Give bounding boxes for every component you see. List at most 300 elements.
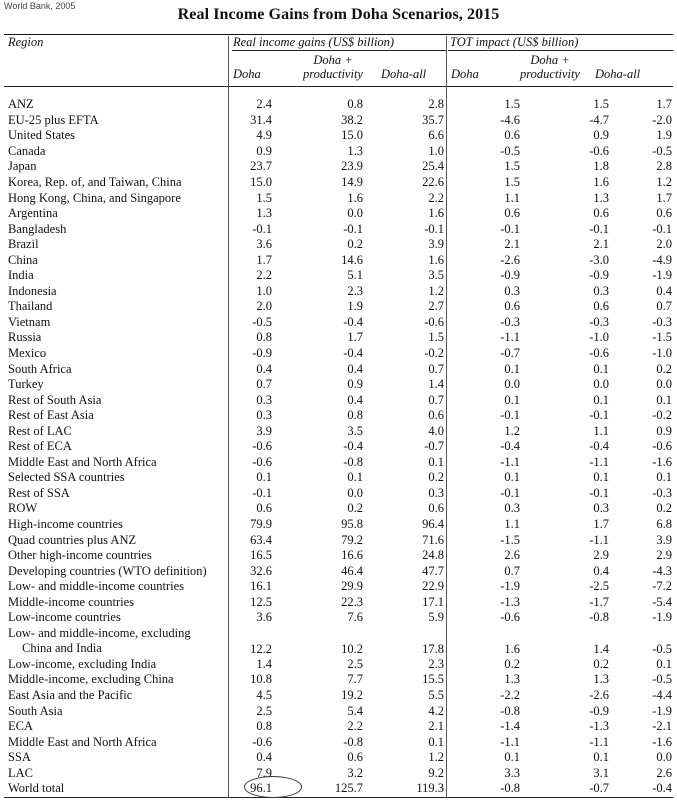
value-cell: -4.4 [652, 687, 672, 702]
value-cell: 0.4 [347, 361, 363, 376]
region-cell: Brazil [8, 237, 39, 252]
value-cell: -1.1 [500, 454, 520, 469]
column-gap [444, 455, 482, 471]
value-cell: 2.6 [656, 765, 672, 780]
value-cell: 0.1 [504, 470, 520, 485]
value-cell: -1.5 [500, 532, 520, 547]
column-gap [444, 408, 482, 424]
column-gap [444, 548, 482, 564]
value-cell: 15.0 [341, 128, 363, 143]
region-cell: Rest of LAC [8, 423, 72, 438]
value-cell: 0.6 [593, 299, 609, 314]
region-cell: High-income countries [8, 517, 123, 532]
value-cell: -0.4 [652, 781, 672, 796]
value-cell: 2.4 [256, 97, 272, 112]
value-cell: 0.8 [347, 408, 363, 423]
value-cell: 1.6 [428, 252, 444, 267]
region-cell: Indonesia [8, 283, 57, 298]
value-cell: 0.6 [428, 501, 444, 516]
region-cell: World total [8, 781, 65, 796]
value-cell: 1.0 [256, 283, 272, 298]
region-cell: Canada [8, 143, 46, 158]
value-cell: 1.4 [256, 656, 272, 671]
value-cell: -0.8 [343, 454, 363, 469]
value-cell: 19.2 [341, 687, 363, 702]
column-gap [444, 610, 482, 626]
value-cell: 24.8 [422, 548, 444, 563]
value-cell: 35.7 [422, 112, 444, 127]
value-cell: 1.7 [256, 252, 272, 267]
value-cell: -0.2 [424, 346, 444, 361]
column-gap [444, 175, 482, 191]
value-cell: -0.1 [500, 485, 520, 500]
value-cell: -0.1 [652, 221, 672, 236]
value-cell: 79.9 [250, 517, 272, 532]
region-cell: Developing countries (WTO definition) [8, 563, 207, 578]
value-cell: 0.0 [656, 750, 672, 765]
value-cell: 10.8 [250, 672, 272, 687]
value-cell: 5.4 [347, 703, 363, 718]
table-row [0, 595, 672, 611]
value-cell: -0.5 [652, 143, 672, 158]
region-cell: Middle East and North Africa [8, 454, 157, 469]
value-cell: 1.6 [428, 206, 444, 221]
value-cell: 6.8 [656, 517, 672, 532]
data-table [0, 97, 672, 797]
value-cell: -1.1 [589, 734, 609, 749]
value-cell: 3.6 [256, 237, 272, 252]
region-cell: SSA [8, 750, 31, 765]
value-cell: 4.2 [428, 703, 444, 718]
value-cell: 1.5 [504, 175, 520, 189]
column-gap [444, 688, 482, 704]
column-gap [444, 703, 482, 719]
table-row [0, 657, 672, 673]
value-cell: 32.6 [250, 563, 272, 578]
table-row [0, 579, 672, 595]
value-cell: 0.9 [593, 128, 609, 143]
value-cell: -2.6 [500, 252, 520, 267]
column-gap [444, 221, 482, 237]
source-note: World Bank, 2005 [4, 1, 76, 11]
value-cell: 3.5 [428, 268, 444, 283]
value-cell: 0.3 [256, 392, 272, 407]
value-cell: 1.0 [428, 143, 444, 158]
column-gap [444, 315, 482, 331]
value-cell: 71.6 [422, 532, 444, 547]
table-row [0, 517, 672, 533]
value-cell: 12.2 [250, 641, 272, 656]
value-cell: 0.6 [347, 750, 363, 765]
value-cell: 2.2 [256, 268, 272, 283]
table-row [0, 470, 672, 486]
value-cell: 2.1 [593, 237, 609, 252]
value-cell: -2.6 [589, 687, 609, 702]
value-cell: 0.6 [504, 206, 520, 221]
value-cell: -0.4 [343, 346, 363, 361]
region-cell: EU-25 plus EFTA [8, 112, 99, 127]
value-cell: 1.4 [593, 641, 609, 656]
value-cell: 0.2 [504, 656, 520, 671]
value-cell: 0.9 [256, 143, 272, 158]
value-cell: 0.1 [593, 361, 609, 376]
value-cell: 0.1 [428, 454, 444, 469]
value-cell: 46.4 [341, 563, 363, 578]
region-cell: ECA [8, 719, 33, 734]
value-cell: -1.0 [589, 330, 609, 345]
value-cell: -0.5 [652, 641, 672, 656]
value-cell: -0.2 [652, 408, 672, 423]
value-cell: 0.6 [656, 206, 672, 221]
value-cell: 0.3 [593, 283, 609, 298]
table-row [0, 190, 672, 206]
value-cell: -0.1 [252, 221, 272, 236]
value-cell: -1.6 [652, 454, 672, 469]
value-cell: 16.5 [250, 548, 272, 563]
value-cell: 1.2 [428, 750, 444, 765]
subheader-tot-doha: Doha [451, 67, 479, 81]
table-row [0, 128, 672, 144]
column-gap [444, 159, 482, 175]
value-cell: -0.8 [589, 610, 609, 625]
value-cell: -0.1 [343, 221, 363, 236]
column-gap [444, 719, 482, 735]
value-cell: 0.0 [347, 485, 363, 500]
value-cell: 2.9 [656, 548, 672, 563]
value-cell: 0.1 [593, 392, 609, 407]
column-gap [444, 128, 482, 144]
value-cell: -1.3 [500, 594, 520, 609]
table-row [0, 734, 672, 750]
value-cell: 0.7 [428, 392, 444, 407]
value-cell: -0.6 [652, 439, 672, 454]
value-cell: 0.3 [593, 501, 609, 516]
value-cell: 0.7 [428, 361, 444, 376]
column-gap [444, 657, 482, 673]
group1-rule [232, 50, 446, 51]
value-cell: -4.7 [589, 112, 609, 127]
value-cell: 15.5 [422, 672, 444, 687]
region-cell: China [8, 252, 38, 267]
value-cell: 1.1 [593, 423, 609, 438]
value-cell: 0.1 [593, 470, 609, 485]
value-cell: -4.6 [500, 112, 520, 127]
value-cell: 0.6 [256, 501, 272, 516]
table-row [0, 750, 672, 766]
value-cell: 2.2 [347, 719, 363, 734]
header-real-income-gains: Real income gains (US$ billion) [233, 35, 395, 49]
value-cell: 1.2 [428, 283, 444, 298]
value-cell: -1.9 [500, 579, 520, 594]
value-cell: -2.5 [589, 579, 609, 594]
value-cell: -0.7 [589, 781, 609, 796]
region-cell: Rest of South Asia [8, 392, 102, 407]
value-cell: -0.4 [343, 439, 363, 454]
value-cell: 2.9 [593, 548, 609, 563]
value-cell: 9.2 [428, 765, 444, 780]
subheader-tot-doha-productivity: Doha + productivity [520, 53, 580, 81]
table-row [0, 781, 672, 797]
value-cell: -1.6 [652, 734, 672, 749]
region-cell: Bangladesh [8, 221, 67, 236]
value-cell: 0.0 [504, 377, 520, 392]
column-gap [444, 579, 482, 595]
value-cell: 22.9 [422, 579, 444, 594]
value-cell: 2.1 [428, 719, 444, 734]
region-cell: ANZ [8, 97, 34, 112]
value-cell: 2.5 [256, 703, 272, 718]
region-cell: Selected SSA countries [8, 470, 125, 485]
region-cell: ROW [8, 501, 38, 516]
value-cell: -0.8 [343, 734, 363, 749]
value-cell: -1.7 [589, 594, 609, 609]
value-cell: 0.6 [428, 408, 444, 423]
value-cell: 1.9 [347, 299, 363, 314]
value-cell: -1.3 [589, 719, 609, 734]
value-cell: -0.8 [500, 781, 520, 796]
value-cell: -0.6 [589, 346, 609, 361]
value-cell: -0.1 [589, 221, 609, 236]
value-cell: 15.0 [250, 175, 272, 189]
column-gap [444, 237, 482, 253]
table-row [0, 97, 672, 113]
table-row [0, 175, 672, 191]
value-cell: 96.1 [250, 781, 272, 796]
column-gap [444, 563, 482, 579]
value-cell: -0.3 [652, 485, 672, 500]
region-cell: Russia [8, 330, 42, 345]
column-gap [444, 268, 482, 284]
value-cell: 63.4 [250, 532, 272, 547]
value-cell: 17.8 [422, 641, 444, 656]
value-cell: 1.6 [347, 190, 363, 205]
value-cell: 125.7 [334, 781, 363, 796]
value-cell: 5.5 [428, 687, 444, 702]
value-cell: 22.3 [341, 594, 363, 609]
value-cell: 2.8 [656, 159, 672, 174]
value-cell: 0.8 [347, 97, 363, 112]
value-cell: 7.6 [347, 610, 363, 625]
value-cell: 2.7 [428, 299, 444, 314]
value-cell: -0.1 [589, 408, 609, 423]
region-cell: Rest of SSA [8, 485, 70, 500]
value-cell: 0.8 [256, 719, 272, 734]
table-row [0, 252, 672, 268]
region-cell: South Asia [8, 703, 63, 718]
value-cell: 1.5 [593, 97, 609, 112]
value-cell: 0.1 [593, 750, 609, 765]
column-gap [444, 299, 482, 315]
value-cell: 16.1 [250, 579, 272, 594]
table-row [0, 284, 672, 300]
value-cell: 0.8 [256, 330, 272, 345]
value-cell: -0.3 [500, 314, 520, 329]
value-cell: 1.3 [347, 143, 363, 158]
value-cell: -1.5 [652, 330, 672, 345]
value-cell: -1.1 [500, 330, 520, 345]
column-gap [444, 190, 482, 206]
value-cell: -0.1 [589, 485, 609, 500]
value-cell: 1.3 [256, 206, 272, 221]
value-cell: 1.7 [593, 517, 609, 532]
region-cell: Low-income countries [8, 610, 121, 625]
value-cell: 1.4 [428, 377, 444, 392]
region-cell: Thailand [8, 299, 53, 314]
column-gap [444, 97, 482, 113]
value-cell: -1.9 [652, 268, 672, 283]
value-cell: 1.5 [504, 159, 520, 174]
value-cell: 10.2 [341, 641, 363, 656]
value-cell: -0.6 [252, 734, 272, 749]
value-cell: -0.4 [500, 439, 520, 454]
table-row [0, 548, 672, 564]
column-gap [444, 501, 482, 517]
value-cell: 0.1 [656, 656, 672, 671]
value-cell: 0.2 [656, 361, 672, 376]
value-cell: 0.4 [256, 750, 272, 765]
value-cell: 1.7 [656, 97, 672, 112]
value-cell: 4.5 [256, 687, 272, 702]
value-cell: -0.6 [252, 454, 272, 469]
value-cell: 14.9 [341, 175, 363, 189]
value-cell: -0.9 [500, 268, 520, 283]
table-row [0, 501, 672, 517]
value-cell: 3.9 [428, 237, 444, 252]
region-cell: LAC [8, 765, 33, 780]
value-cell: 0.4 [256, 361, 272, 376]
value-cell: 0.3 [256, 408, 272, 423]
value-cell: 0.9 [347, 377, 363, 392]
table-row [0, 610, 672, 626]
value-cell: 1.7 [656, 190, 672, 205]
value-cell: 7.7 [347, 672, 363, 687]
table-row [0, 361, 672, 377]
value-cell: 3.9 [256, 423, 272, 438]
value-cell: -0.1 [424, 221, 444, 236]
column-gap [444, 765, 482, 781]
highlight-circle [244, 776, 302, 798]
value-cell: 7.9 [256, 765, 272, 780]
column-gap [444, 439, 482, 455]
value-cell: 1.1 [504, 190, 520, 205]
value-cell: 2.8 [428, 97, 444, 112]
region-cell: United States [8, 128, 76, 143]
value-cell: 0.7 [504, 563, 520, 578]
subheader-doha-productivity: Doha + productivity [303, 53, 363, 81]
value-cell: 3.3 [504, 765, 520, 780]
region-cell: Vietnam [8, 314, 51, 329]
value-cell: 3.6 [256, 610, 272, 625]
value-cell: -2.2 [500, 687, 520, 702]
value-cell: -1.4 [500, 719, 520, 734]
region-cell: Hong Kong, China, and Singapore [8, 190, 181, 205]
column-gap [444, 361, 482, 377]
region-cell: Middle East and North Africa [8, 734, 157, 749]
value-cell: 0.3 [504, 283, 520, 298]
value-cell: -0.1 [252, 485, 272, 500]
value-cell: 79.2 [341, 532, 363, 547]
value-cell: 0.1 [656, 470, 672, 485]
region-cell: Turkey [8, 377, 44, 392]
column-gap [444, 144, 482, 160]
region-cell: Rest of ECA [8, 439, 72, 454]
table-row [0, 237, 672, 253]
table-row [0, 532, 672, 548]
value-cell: 2.3 [428, 656, 444, 671]
table-row [0, 765, 672, 781]
value-cell: -0.6 [424, 314, 444, 329]
value-cell: 96.4 [422, 517, 444, 532]
value-cell: 1.3 [593, 672, 609, 687]
column-gap [444, 284, 482, 300]
value-cell: 0.4 [656, 283, 672, 298]
value-cell: 0.7 [256, 377, 272, 392]
value-cell: 0.1 [347, 470, 363, 485]
value-cell: 1.5 [504, 97, 520, 112]
value-cell: 17.1 [422, 594, 444, 609]
value-cell: 1.5 [256, 190, 272, 205]
value-cell: -3.0 [589, 252, 609, 267]
value-cell: 25.4 [422, 159, 444, 174]
value-cell: 0.1 [256, 470, 272, 485]
value-cell: -0.9 [589, 703, 609, 718]
region-cell: East Asia and the Pacific [8, 687, 133, 702]
table-row [0, 346, 672, 362]
column-gap [444, 423, 482, 439]
value-cell: 23.7 [250, 159, 272, 174]
value-cell: -2.0 [652, 112, 672, 127]
table-row [0, 392, 672, 408]
column-gap [444, 392, 482, 408]
region-cell: Argentina [8, 206, 58, 221]
value-cell: 3.1 [593, 765, 609, 780]
subheader-tot-doha-all: Doha-all [595, 67, 641, 81]
column-gap [444, 595, 482, 611]
value-cell: -1.1 [589, 454, 609, 469]
value-cell: 0.6 [504, 128, 520, 143]
region-cell: India [8, 268, 34, 283]
value-cell: 29.9 [341, 579, 363, 594]
value-cell: 1.2 [656, 175, 672, 189]
header-bottom-rule [4, 86, 673, 87]
value-cell: 0.6 [504, 299, 520, 314]
column-gap [444, 486, 482, 502]
column-gap [444, 672, 482, 688]
column-gap [444, 750, 482, 766]
subheader-doha-all: Doha-all [381, 67, 427, 81]
value-cell: -0.9 [589, 268, 609, 283]
value-cell: 47.7 [422, 563, 444, 578]
region-cell: Mexico [8, 346, 47, 361]
table-row [0, 206, 672, 222]
region-cell: Low-income, excluding India [8, 656, 157, 671]
table-row [0, 486, 672, 502]
table-row [0, 159, 672, 175]
table-row [0, 315, 672, 331]
value-cell: 1.8 [593, 159, 609, 174]
value-cell: 12.5 [250, 594, 272, 609]
value-cell: 31.4 [250, 112, 272, 127]
column-gap [444, 252, 482, 268]
value-cell: 0.0 [656, 377, 672, 392]
value-cell: 0.4 [347, 392, 363, 407]
value-cell: -1.0 [652, 346, 672, 361]
region-cell: South Africa [8, 361, 72, 376]
region-cell: Quad countries plus ANZ [8, 532, 137, 547]
value-cell: -0.9 [252, 346, 272, 361]
value-cell: 0.2 [347, 237, 363, 252]
value-cell: 0.1 [656, 392, 672, 407]
